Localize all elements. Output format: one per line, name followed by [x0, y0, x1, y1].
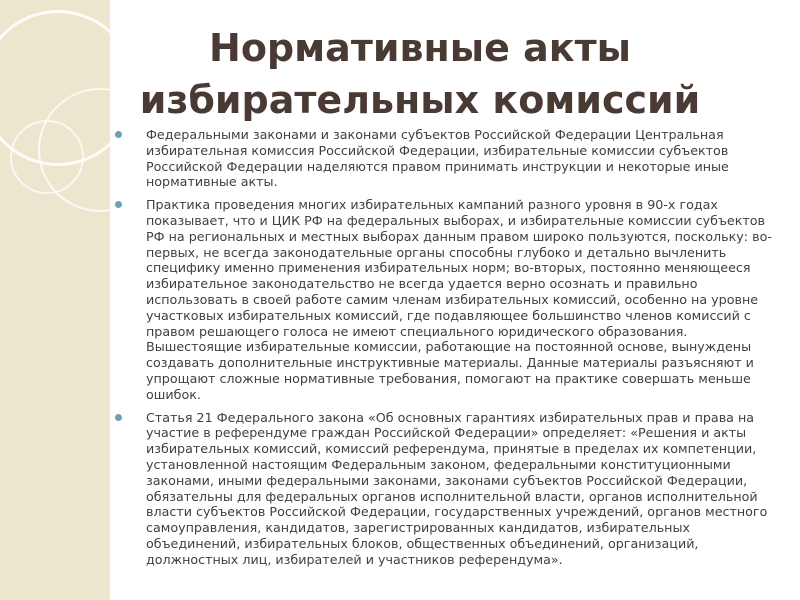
- bullet-list: [112, 127, 784, 575]
- bullet-text: Статья 21 Федерального закона «Об основных гарантиях избирательных прав и права на участие в референдуме граждан Российской Федерации» определяет: «Решения и акты избирательных комиссий, комиссий референдума, принятые в пределах их компетенции, установленной настоящим Федеральным законом, федеральными конституционными законами, иными федеральными законами, законами субъектов Российской Федерации, обязательны для федеральных органов исполнительной власти, органов исполнительной власти субъектов Российской Федерации, государственных учреждений, органов местного самоуправления, кандидатов, зарегистрированных кандидатов, избирательных объединений, избирательных блоков, общественных объединений, организаций, должностных лиц, избирателей и участников референдума».: [146, 409, 768, 567]
- bullet-text: Практика проведения многих избирательных кампаний разного уровня в 90-х годах показывает, что и ЦИК РФ на федеральных выборах, и избирательные комиссии субъектов РФ на региональных и местных выборах данным правом широко пользуются, поскольку: во-первых, не всегда законодательные органы способны глубоко и детально вычленить специфику именно применения избирательных норм; во-вторых, постоянно меняющееся избирательное законодательство не всегда удается верно осознать и правильно использовать в своей работе самим членам избирательных комиссий, особенно на уровне участковых избирательных комиссий, где подавляющее большинство членов комиссий с правом решающего голоса не имеют специального юридического образования. Вышестоящие избирательные комиссии, работающие на постоянной основе, вынуждены создавать дополнительные инструктивные материалы. Данные материалы разъясняют и упрощают сложные нормативные требования, помогают на практике совершать меньше ошибок.: [146, 197, 772, 402]
- bullet-dot-icon: [115, 414, 122, 421]
- bullet-dot-icon: [115, 131, 122, 138]
- bullet-item: [112, 410, 784, 568]
- slide-title: Нормативные акты избирательных комиссий: [139, 26, 701, 122]
- bullet-text: Федеральными законами и законами субъектов Российской Федерации Центральная избирательная комиссия Российской Федерации, избирательные комиссии субъектов Российской Федерации наделяются правом принимать инструкции и некоторые иные нормативные акты.: [146, 127, 729, 190]
- bullet-item: [112, 127, 784, 190]
- bullet-dot-icon: [115, 201, 122, 208]
- bullet-item: [112, 197, 784, 402]
